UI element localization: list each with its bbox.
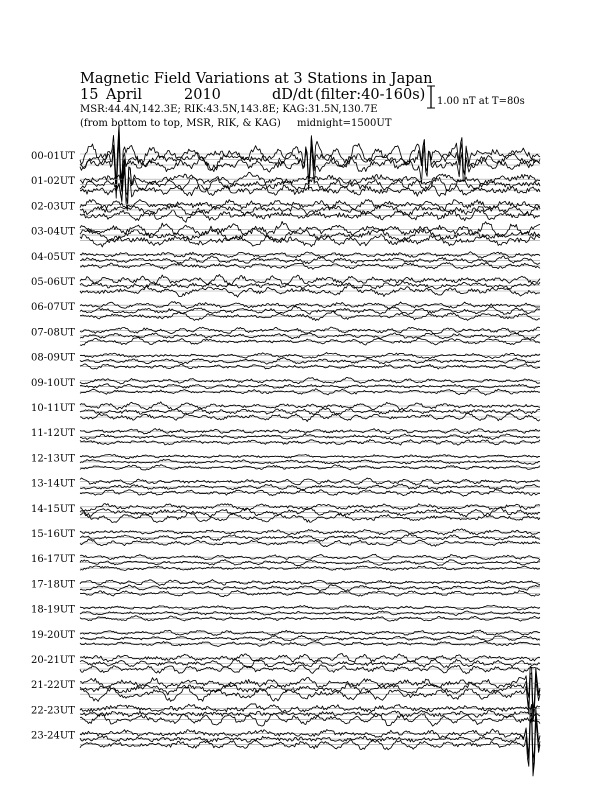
hour-label: 02-03UT [31, 201, 75, 213]
hourly-rows [31, 124, 540, 776]
hour-label: 21-22UT [31, 680, 75, 692]
hour-label: 06-07UT [31, 302, 75, 314]
trace-rik [80, 306, 540, 314]
hour-row [31, 199, 540, 222]
trace-kag [80, 704, 540, 713]
trace-rik [80, 710, 540, 717]
hour-row [31, 402, 540, 422]
quantity-label: dD/dt [272, 87, 313, 103]
hour-row [31, 605, 540, 622]
hour-row [31, 160, 540, 211]
midnight-note: midnight=1500UT [297, 118, 392, 129]
chart-header [80, 71, 525, 129]
trace-kag [80, 504, 540, 512]
date-year: 2010 [184, 87, 221, 103]
hour-label: 04-05UT [31, 251, 75, 263]
trace-rik [80, 333, 540, 340]
stations-coordinates: MSR:44.4N,142.3E; RIK:43.5N,143.8E; KAG:31.5N,130.7E [80, 104, 378, 115]
station-order-note: (from bottom to top, MSR, RIK, & KAG) [80, 118, 281, 129]
hour-row [31, 654, 540, 674]
trace-msr [80, 718, 540, 776]
hour-label: 11-12UT [31, 428, 75, 440]
hour-row [31, 630, 540, 647]
hour-label: 09-10UT [31, 377, 75, 389]
hour-label: 14-15UT [31, 503, 75, 515]
hour-row [31, 378, 540, 396]
hour-row [31, 579, 540, 596]
hour-row [31, 529, 540, 547]
hour-row [31, 504, 540, 523]
hour-row [31, 554, 540, 570]
hour-row [31, 704, 540, 776]
hour-row [31, 302, 540, 321]
hour-label: 07-08UT [31, 327, 75, 339]
hour-row [31, 275, 540, 298]
hour-label: 17-18UT [31, 579, 75, 591]
hour-row [31, 428, 540, 445]
trace-rik [80, 714, 540, 769]
hour-row [31, 478, 540, 496]
hour-label: 20-21UT [31, 655, 75, 666]
hour-label: 23-24UT [31, 730, 75, 742]
hour-label: 01-02UT [31, 176, 75, 188]
scale-bar-label: 1.00 nT at T=80s [437, 96, 525, 107]
hour-label: 10-11UT [31, 403, 75, 414]
hour-label: 00-01UT [31, 151, 75, 162]
hour-row [31, 453, 540, 470]
hour-row [31, 327, 540, 346]
date-month: April [106, 87, 142, 103]
hour-row [31, 252, 540, 270]
hour-label: 22-23UT [31, 705, 75, 717]
hour-label: 03-04UT [31, 226, 75, 238]
hour-row [31, 704, 540, 726]
hour-label: 08-09UT [31, 352, 75, 364]
hour-label: 15-16UT [31, 529, 75, 540]
trace-msr [80, 678, 540, 722]
hour-label: 19-20UT [31, 629, 75, 641]
chart-title: Magnetic Field Variations at 3 Stations in Japan [80, 71, 433, 87]
hour-label: 05-06UT [31, 277, 75, 288]
hour-label: 13-14UT [31, 478, 75, 490]
hour-row [31, 221, 540, 247]
filter-label: (filter:40-160s) [315, 87, 426, 103]
hour-label: 18-19UT [31, 604, 75, 616]
hour-row [31, 353, 540, 370]
hour-label: 16-17UT [31, 554, 75, 566]
trace-msr [80, 489, 540, 496]
date-day: 15 [80, 87, 99, 103]
scale-bar [427, 86, 435, 108]
hour-label: 12-13UT [31, 453, 75, 465]
trace-msr [80, 413, 540, 421]
